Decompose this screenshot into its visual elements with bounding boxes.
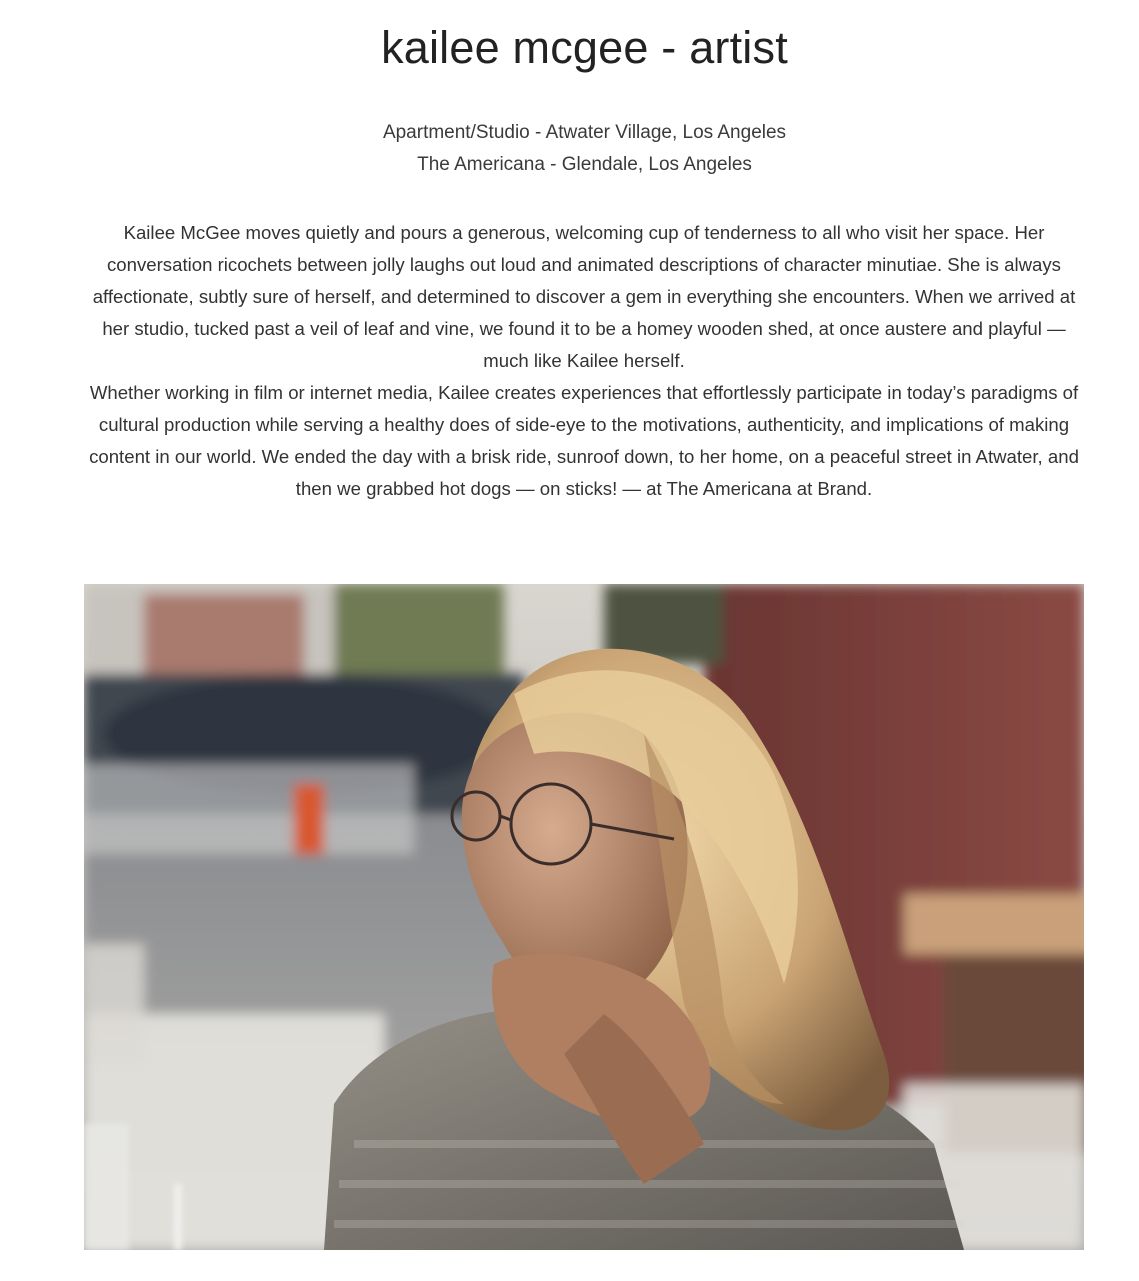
article-body [84,217,1084,505]
portrait-photo-drawing [84,584,1084,1250]
location-item: The Americana - Glendale, Los Angeles [417,154,752,175]
portrait-photo [84,584,1084,1250]
article-paragraph: Whether working in film or internet media, Kailee creates experiences that effortlessly participate in today’s paradigms of cultural production while serving a healthy does of side-eye to the motivations, authenticity, and implications of making content in our world. We ended the day with a brisk ride, sunroof down, to her home, on a peaceful street in Atwater, and then we grabbed hot dogs — on sticks! — at The Americana at Brand. [89,382,1079,499]
article-paragraph: Kailee McGee moves quietly and pours a generous, welcoming cup of tenderness to all who visit her space. Her conversation ricochets between jolly laughs out loud and animated descriptions of character minutiae. She is always affectionate, subtly sure of herself, and determined to discover a gem in everything she encounters. When we arrived at her studio, tucked past a veil of leaf and vine, we found it to be a homey wooden shed, at once austere and playful — much like Kailee herself. [92,222,1076,371]
page-title: kailee mcgee - artist [381,22,788,73]
location-list [0,117,1139,181]
location-item: Apartment/Studio - Atwater Village, Los Angeles [382,122,787,143]
